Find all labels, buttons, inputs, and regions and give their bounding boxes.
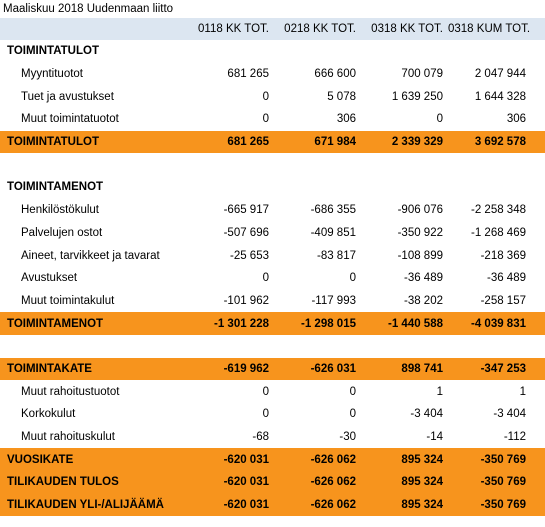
table-row <box>0 426 545 449</box>
value-cell: 2 339 329 <box>391 136 443 149</box>
row-label: TILIKAUDEN TULOS <box>7 476 119 489</box>
value-cell: 306 <box>336 113 356 126</box>
spacer-row <box>0 335 545 358</box>
column-header-0118: 0118 KK TOT. <box>198 23 269 35</box>
table-row <box>0 63 545 86</box>
value-cell: 671 984 <box>314 136 356 149</box>
value-cell: 898 741 <box>401 362 443 375</box>
row-label: Muut rahoituskulut <box>21 431 115 444</box>
row-label: TOIMINTATULOT <box>7 136 99 149</box>
value-cell: -2 258 348 <box>471 204 526 217</box>
table-row <box>0 403 545 426</box>
value-cell: 0 <box>349 385 356 398</box>
value-cell: -36 489 <box>486 272 526 285</box>
column-header-0218: 0218 KK TOT. <box>284 23 356 35</box>
row-label: Henkilöstökulut <box>21 204 99 217</box>
row-label: TOIMINTAKATE <box>7 362 92 375</box>
value-cell: 0 <box>262 385 269 398</box>
value-cell: 681 265 <box>227 68 269 81</box>
row-label: Avustukset <box>21 272 78 285</box>
row-label: Muut toimintatuotot <box>21 113 119 126</box>
value-cell: -4 039 831 <box>471 317 526 330</box>
value-cell: -258 157 <box>480 294 526 307</box>
value-cell: -14 <box>426 431 443 444</box>
value-cell: -350 769 <box>480 499 526 512</box>
total-row <box>0 448 545 471</box>
value-cell: -218 369 <box>480 249 526 262</box>
row-label: Aineet, tarvikkeet ja tavarat <box>21 249 160 262</box>
value-cell: 5 078 <box>327 90 356 103</box>
value-cell: -83 817 <box>316 249 356 262</box>
value-cell: -347 253 <box>480 362 526 375</box>
row-label: Muut rahoitustuotot <box>21 385 120 398</box>
table-row <box>0 199 545 222</box>
report-rows <box>0 40 545 516</box>
value-cell: -665 917 <box>223 204 269 217</box>
value-cell: 895 324 <box>401 453 443 466</box>
row-label: VUOSIKATE <box>7 453 74 466</box>
column-header-0318: 0318 KK TOT. <box>371 23 443 35</box>
value-cell: 0 <box>262 272 269 285</box>
value-cell: -1 298 015 <box>301 317 356 330</box>
value-cell: -112 <box>503 431 526 444</box>
value-cell: -619 962 <box>223 362 269 375</box>
value-cell: 0 <box>262 408 269 421</box>
row-label: TOIMINTAMENOT <box>7 181 104 194</box>
table-row <box>0 244 545 267</box>
value-cell: 3 692 578 <box>474 136 526 149</box>
table-row <box>0 290 545 313</box>
value-cell: -626 031 <box>310 362 356 375</box>
value-cell: 0 <box>262 90 269 103</box>
value-cell: -38 202 <box>403 294 443 307</box>
total-row <box>0 471 545 494</box>
value-cell: 0 <box>262 113 269 126</box>
row-label: TOIMINTATULOT <box>7 45 99 58</box>
value-cell: -36 489 <box>403 272 443 285</box>
column-header-0318-kum: 0318 KUM TOT. <box>448 23 531 35</box>
row-label: Tuet ja avustukset <box>21 90 114 103</box>
value-cell: 895 324 <box>401 499 443 512</box>
column-header-row <box>0 18 545 40</box>
value-cell: -1 301 228 <box>214 317 269 330</box>
value-cell: -30 <box>339 431 356 444</box>
value-cell: -620 031 <box>223 453 269 466</box>
value-cell: 1 639 250 <box>391 90 443 103</box>
value-cell: -626 062 <box>310 499 356 512</box>
value-cell: 700 079 <box>401 68 443 81</box>
value-cell: -68 <box>252 431 269 444</box>
total-row <box>0 358 545 381</box>
section-heading-row <box>0 176 545 199</box>
value-cell: -350 922 <box>397 226 443 239</box>
spacer-row <box>0 153 545 176</box>
total-row <box>0 312 545 335</box>
row-label: TILIKAUDEN YLI-/ALIJÄÄMÄ <box>7 499 164 512</box>
section-heading-row <box>0 40 545 63</box>
value-cell: 1 <box>436 385 443 398</box>
value-cell: 0 <box>349 408 356 421</box>
value-cell: -1 268 469 <box>471 226 526 239</box>
value-cell: -3 404 <box>493 408 526 421</box>
value-cell: 0 <box>349 272 356 285</box>
value-cell: -101 962 <box>223 294 269 307</box>
value-cell: -620 031 <box>223 476 269 489</box>
value-cell: 681 265 <box>227 136 269 149</box>
value-cell: 1 <box>519 385 526 398</box>
table-row <box>0 222 545 245</box>
value-cell: -626 062 <box>310 476 356 489</box>
total-row <box>0 494 545 517</box>
value-cell: 666 600 <box>314 68 356 81</box>
value-cell: -350 769 <box>480 476 526 489</box>
row-label: Korkokulut <box>21 408 76 421</box>
value-cell: 306 <box>506 113 526 126</box>
table-row <box>0 85 545 108</box>
row-label: Muut toimintakulut <box>21 294 115 307</box>
value-cell: -25 653 <box>229 249 269 262</box>
value-cell: -626 062 <box>310 453 356 466</box>
value-cell: 895 324 <box>401 476 443 489</box>
value-cell: -3 404 <box>410 408 443 421</box>
value-cell: -686 355 <box>310 204 356 217</box>
value-cell: -906 076 <box>397 204 443 217</box>
value-cell: 0 <box>436 113 443 126</box>
row-label: Myyntituotot <box>21 68 83 81</box>
value-cell: -409 851 <box>310 226 356 239</box>
value-cell: 1 644 328 <box>474 90 526 103</box>
table-row <box>0 108 545 131</box>
value-cell: -1 440 588 <box>388 317 443 330</box>
value-cell: -117 993 <box>311 294 356 307</box>
total-row <box>0 131 545 154</box>
row-label: TOIMINTAMENOT <box>7 317 104 330</box>
row-label: Palvelujen ostot <box>21 226 103 239</box>
table-row <box>0 380 545 403</box>
value-cell: -108 899 <box>397 249 443 262</box>
value-cell: -507 696 <box>223 226 269 239</box>
value-cell: 2 047 944 <box>474 68 526 81</box>
report-title: Maaliskuu 2018 Uudenmaan liitto <box>3 3 174 15</box>
value-cell: -350 769 <box>480 453 526 466</box>
value-cell: -620 031 <box>223 499 269 512</box>
table-row <box>0 267 545 290</box>
